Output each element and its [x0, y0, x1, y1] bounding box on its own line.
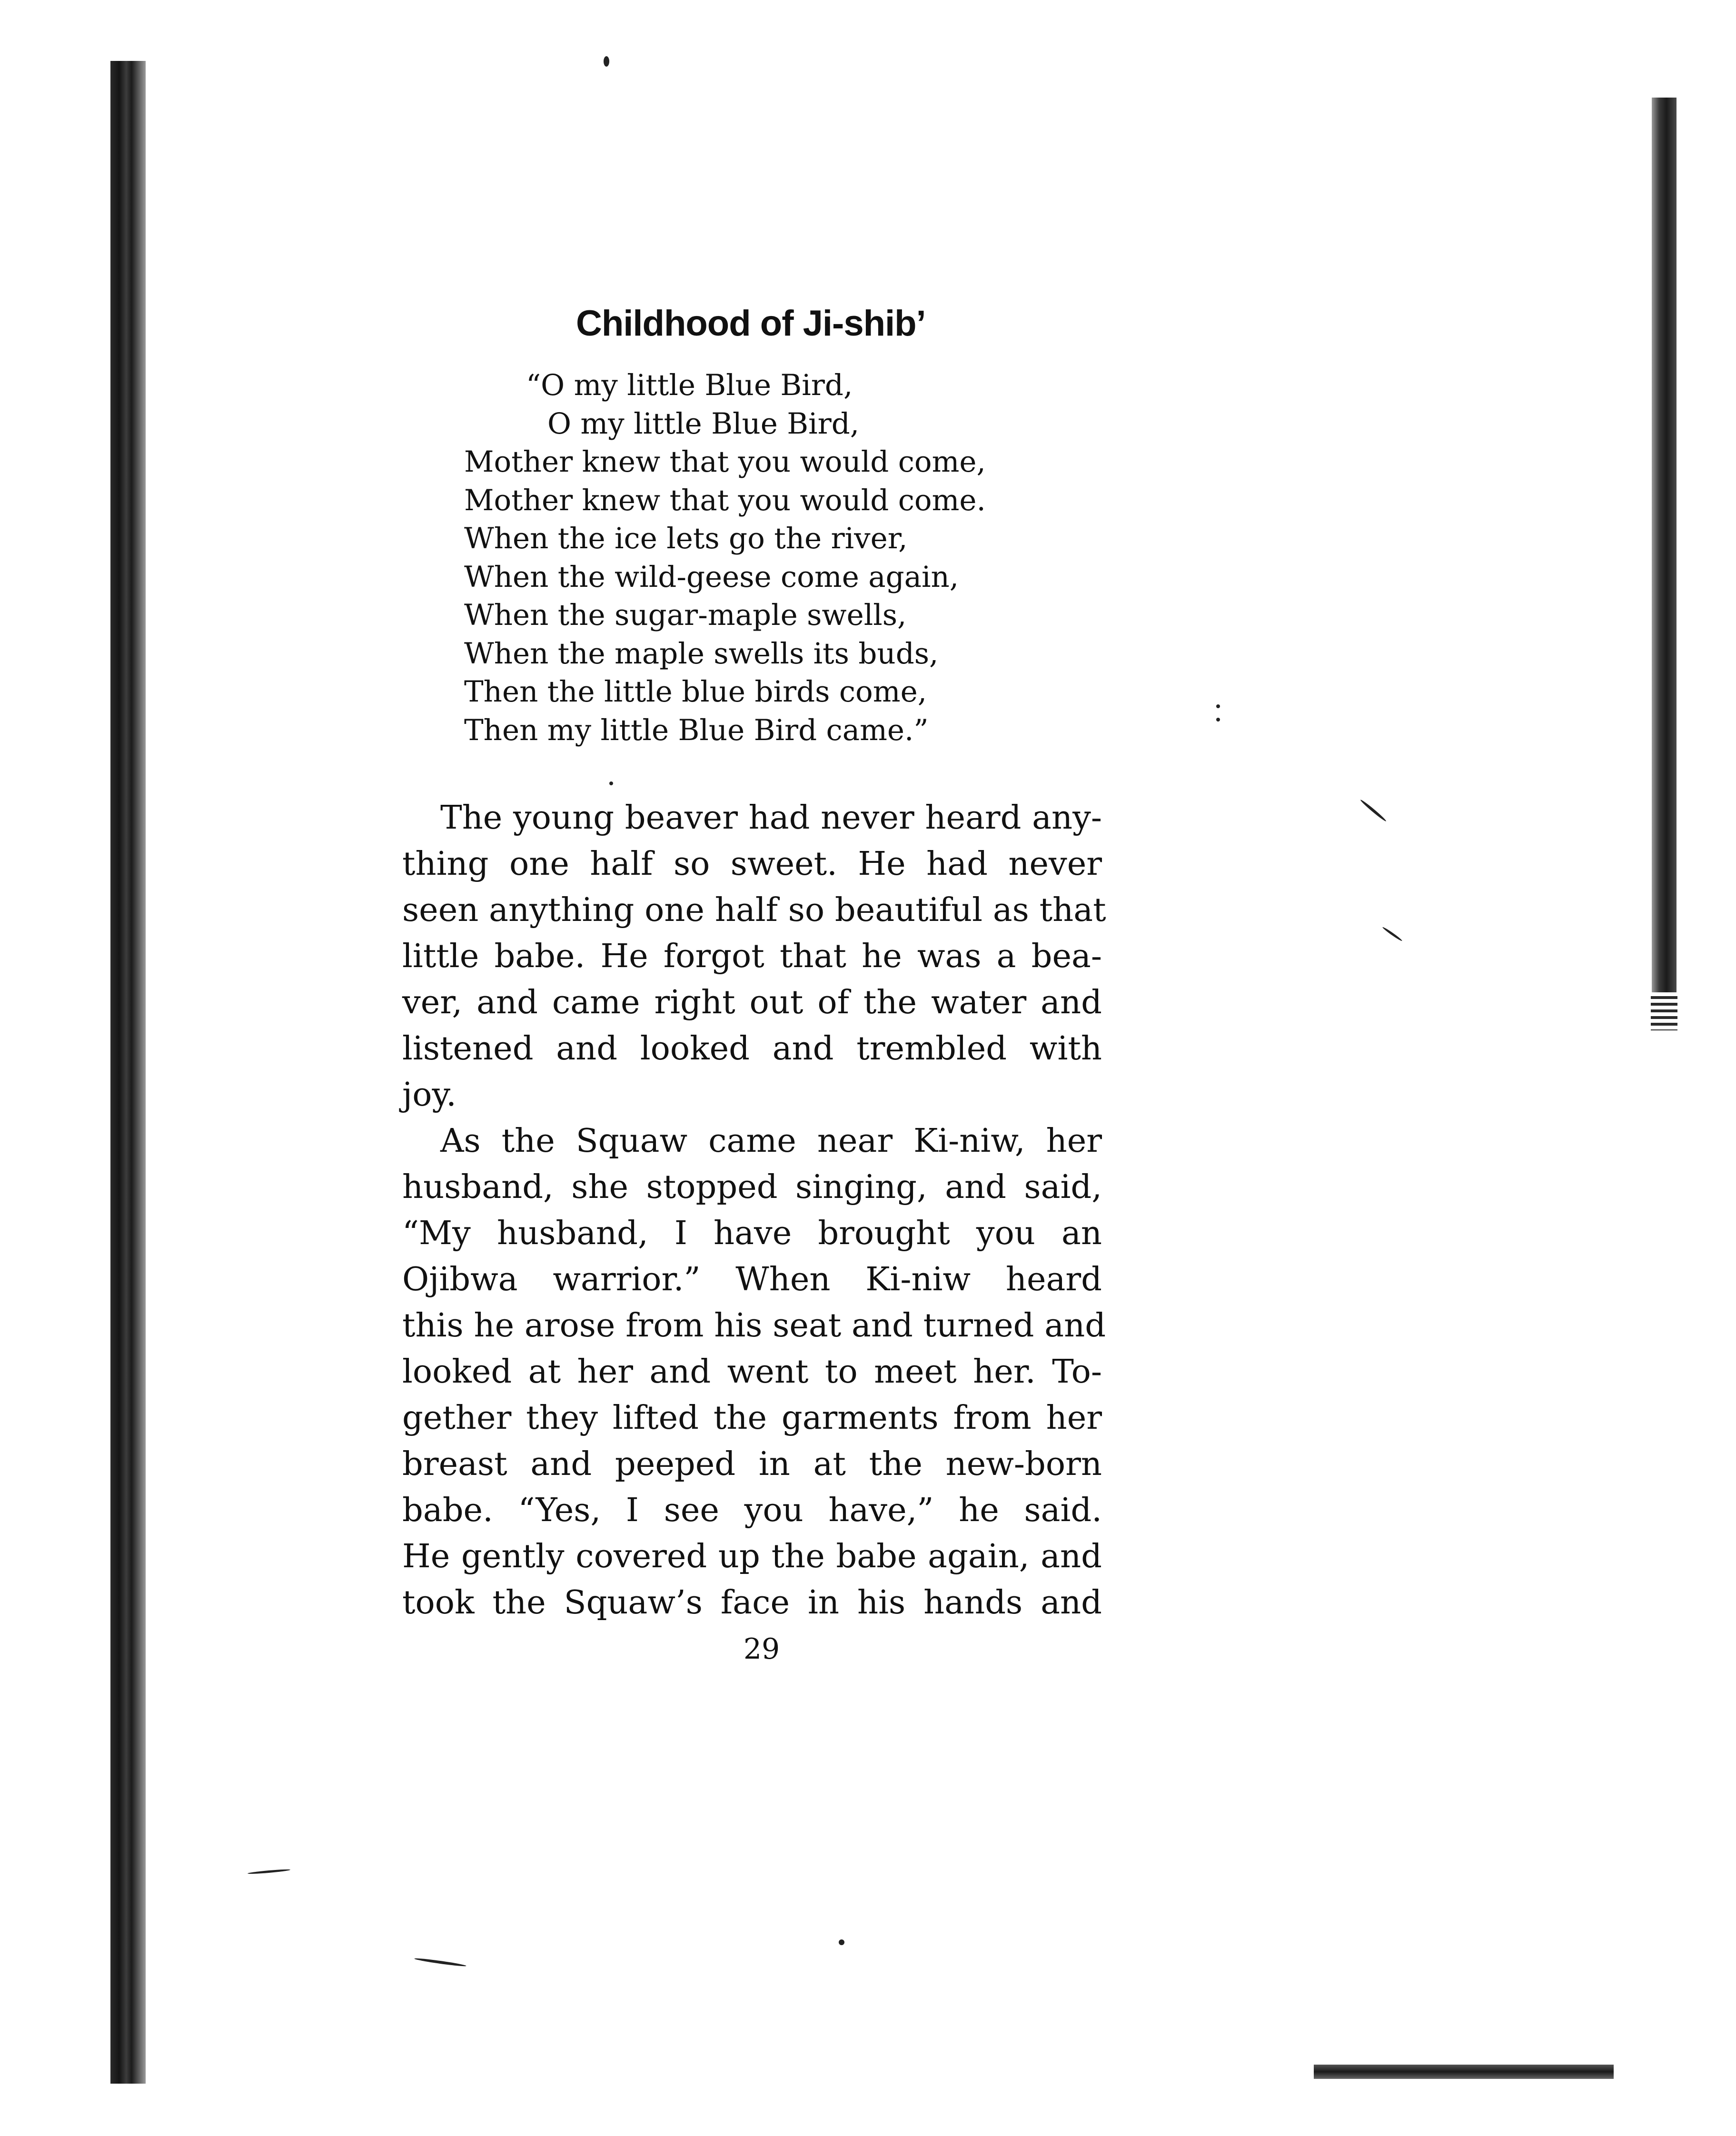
prose-line: listened and looked and trembled with — [402, 1029, 1102, 1068]
verse-line: When the ice lets go the river, — [464, 522, 908, 555]
page-number: 29 — [743, 1632, 780, 1666]
scan-speck — [1216, 704, 1220, 708]
scan-edge-right — [1652, 98, 1676, 1021]
prose-body — [402, 795, 1106, 1626]
prose-line: joy. — [402, 1076, 456, 1114]
prose-line: ver, and came right out of the water and — [402, 983, 1102, 1021]
scan-speck — [839, 1939, 844, 1945]
scan-speck — [248, 1869, 290, 1875]
prose-line: babe. “Yes, I see you have,” he said. — [402, 1491, 1102, 1529]
scan-speck — [414, 1957, 466, 1967]
scan-speck — [1216, 718, 1220, 722]
verse — [464, 366, 1083, 750]
scan-speck — [609, 781, 613, 785]
scan-edge-right-marks — [1651, 992, 1677, 1030]
verse-line: Then my little Blue Bird came.” — [464, 713, 929, 747]
verse-line: When the wild-geese come again, — [464, 560, 959, 594]
scan-edge-left — [110, 61, 146, 2084]
prose-line: looked at her and went to meet her. To- — [402, 1353, 1102, 1391]
page-title: Childhood of Ji-shib’ — [576, 303, 926, 344]
prose-line: seen anything one half so beautiful as that — [402, 891, 1106, 929]
prose-line: He gently covered up the babe again, and — [402, 1537, 1102, 1575]
prose-line: this he arose from his seat and turned and — [402, 1306, 1106, 1345]
prose-line: As the Squaw came near Ki-niw, her — [440, 1122, 1102, 1160]
scan-speck — [604, 56, 609, 67]
verse-line: “O my little Blue Bird, — [526, 368, 853, 402]
verse-line: Then the little blue birds come, — [464, 675, 927, 709]
verse-line: Mother knew that you would come, — [464, 445, 986, 479]
prose-line: gether they lifted the garments from her — [402, 1399, 1102, 1437]
scan-speck — [1382, 926, 1403, 942]
prose-line: “My husband, I have brought you an — [402, 1214, 1102, 1252]
verse-line: Mother knew that you would come. — [464, 483, 986, 517]
prose-line: little babe. He forgot that he was a bea- — [402, 937, 1102, 975]
verse-line: When the sugar-maple swells, — [464, 598, 907, 632]
scan-speck — [1359, 799, 1387, 822]
prose-line: breast and peeped in at the new-born — [402, 1445, 1102, 1483]
prose-line: took the Squaw’s face in his hands and — [402, 1583, 1102, 1622]
scan-edge-bottom — [1314, 2065, 1614, 2079]
verse-line: O my little Blue Bird, — [547, 406, 860, 441]
prose-line: Ojibwa warrior.” When Ki-niw heard — [402, 1260, 1102, 1298]
prose-line: husband, she stopped singing, and said, — [402, 1168, 1102, 1206]
prose-line: thing one half so sweet. He had never — [402, 845, 1102, 883]
prose-line: The young beaver had never heard any- — [440, 799, 1102, 837]
verse-line: When the maple swells its buds, — [464, 636, 939, 671]
